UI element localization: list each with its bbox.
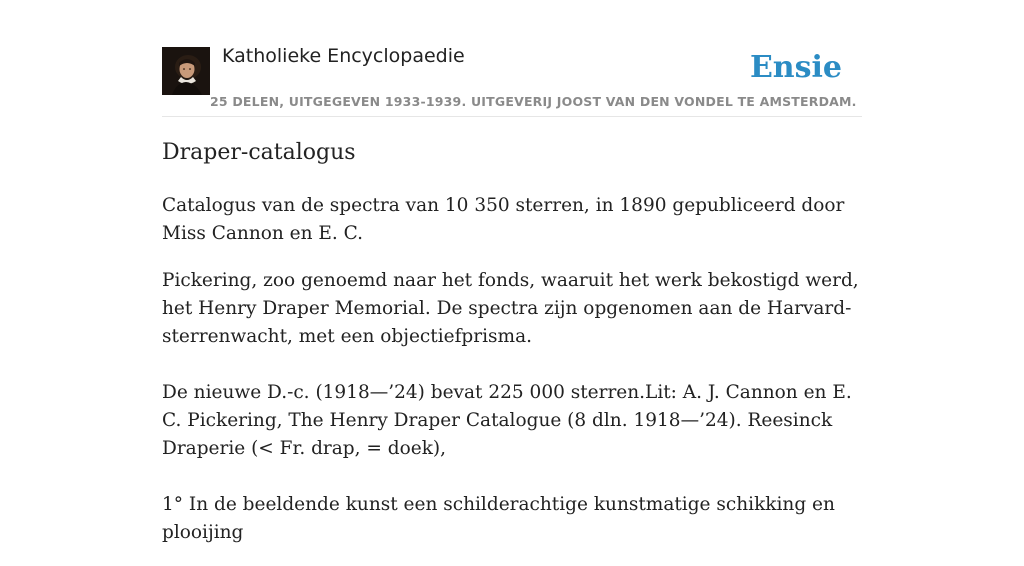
article-paragraph: Catalogus van de spectra van 10 350 sterren, in 1890 gepubliceerd door Miss Cannon en E. C.	[162, 195, 845, 244]
source-subtitle: 25 DELEN, UITGEGEVEN 1933-1939. UITGEVERIJ JOOST VAN DEN VONDEL TE AMSTERDAM.	[210, 94, 857, 109]
source-title[interactable]: Katholieke Encyclopaedie	[222, 45, 465, 67]
article-body	[162, 192, 862, 566]
article-paragraph: Pickering, zoo genoemd naar het fonds, waaruit het werk bekostigd werd, het Henry Draper Memorial. De spectra zijn opgenomen aan de Harvard-sterrenwacht, met een objectiefprisma.	[162, 270, 859, 347]
source-header	[162, 0, 862, 117]
brand-logo[interactable]: Ensie	[749, 50, 842, 85]
portrait-avatar-icon[interactable]	[162, 47, 210, 95]
article-paragraph: 1° In de beeldende kunst een schilderachtige kunstmatige schikking en plooijing	[162, 494, 835, 543]
content-column	[162, 0, 862, 543]
article-title: Draper-catalogus	[162, 140, 356, 165]
article-paragraph: De nieuwe D.-c. (1918—’24) bevat 225 000 sterren.Lit: A. J. Cannon en E. C. Pickering, The Henry Draper Catalogue (8 dln. 1918—’24). Reesinck Draperie (< Fr. drap, = doek),	[162, 382, 852, 459]
